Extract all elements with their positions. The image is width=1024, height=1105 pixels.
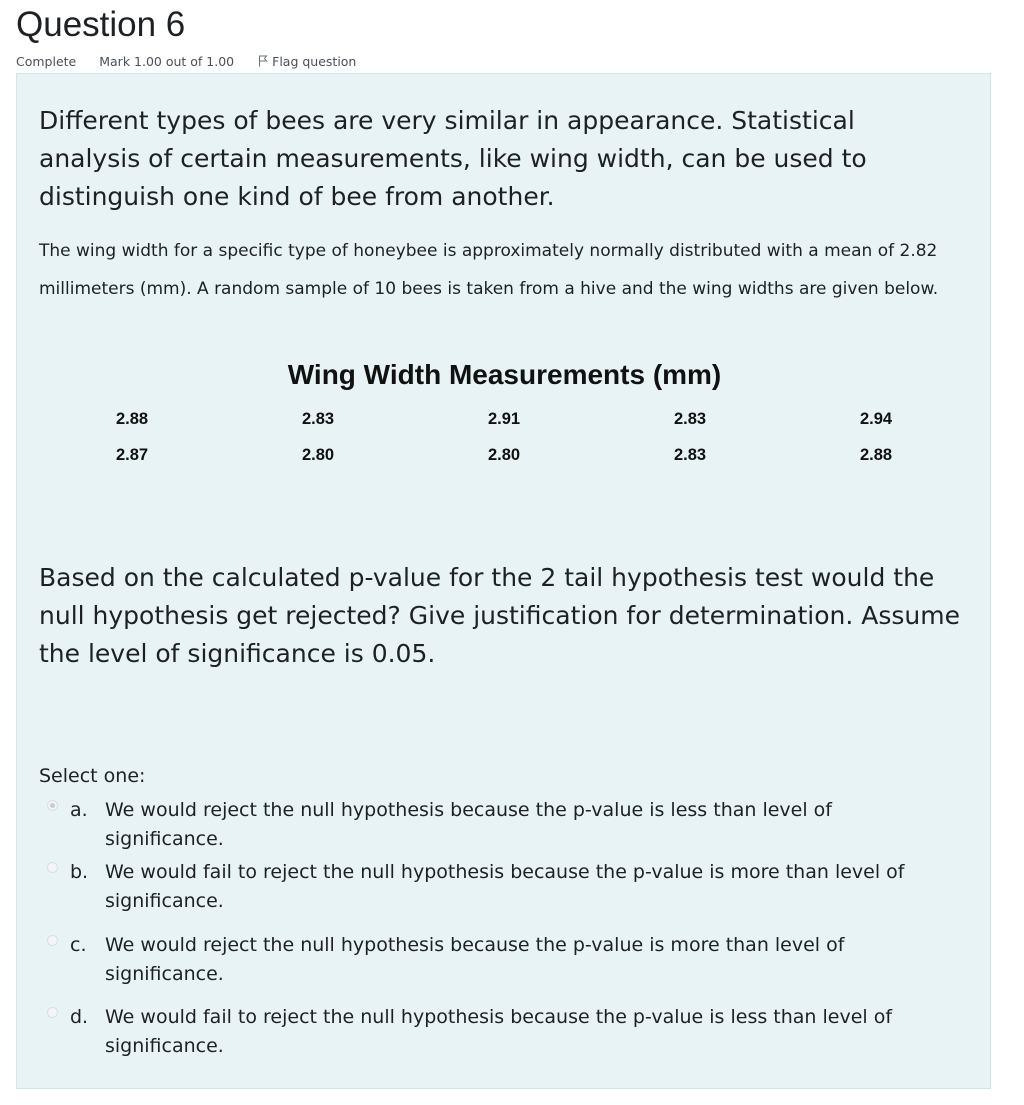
flag-icon xyxy=(258,55,268,67)
flag-question-label: Flag question xyxy=(272,54,357,69)
question-content xyxy=(16,73,991,1089)
question-info xyxy=(16,53,356,71)
question-intro: Different types of bees are very similar in appearance. Statistical analysis of certain measurements, like wing width, can be used to distinguish one kind of bee from another. xyxy=(39,106,867,211)
measurement-cell: 2.91 xyxy=(487,410,521,428)
select-one-prompt: Select one: xyxy=(39,765,146,787)
measurements-table-title: Wing Width Measurements (mm) xyxy=(287,359,722,390)
measurement-cell: 2.94 xyxy=(859,410,893,428)
answer-letter: c. xyxy=(70,934,87,956)
answer-text: We would fail to reject the null hypothesis because the p-value is less than level of significance. xyxy=(105,1006,893,1057)
answer-radio-c[interactable] xyxy=(47,935,58,946)
answer-letter: d. xyxy=(70,1006,89,1028)
answer-letter: b. xyxy=(70,861,89,883)
answer-letter: a. xyxy=(70,799,88,821)
measurement-cell: 2.83 xyxy=(673,410,707,428)
question-state: Complete xyxy=(16,54,77,69)
measurement-cell: 2.88 xyxy=(859,446,893,464)
measurement-cell: 2.87 xyxy=(115,446,149,464)
question-detail: The wing width for a specific type of honeybee is approximately normally distributed with a mean of 2.82 millimeters (mm). A random sample of 10 bees is taken from a hive and the wing widths are given below. xyxy=(39,241,939,299)
flag-question-link[interactable] xyxy=(258,53,356,71)
measurement-cell: 2.88 xyxy=(115,410,149,428)
question-title: Question 6 xyxy=(16,5,186,44)
measurement-cell: 2.80 xyxy=(487,446,521,464)
measurement-cell: 2.83 xyxy=(673,446,707,464)
answer-radio-a[interactable] xyxy=(47,800,58,811)
measurement-cell: 2.83 xyxy=(301,410,335,428)
answer-text: We would reject the null hypothesis because the p-value is more than level of significance. xyxy=(105,934,845,985)
answer-text: We would fail to reject the null hypothesis because the p-value is more than level of significance. xyxy=(105,861,905,912)
answer-radio-b[interactable] xyxy=(47,862,58,873)
question-text: Based on the calculated p-value for the 2 tail hypothesis test would the null hypothesis get rejected? Give justification for determination. Assume the level of significance is 0.05. xyxy=(39,563,960,668)
question-grade: Mark 1.00 out of 1.00 xyxy=(99,54,235,69)
answer-radio-d[interactable] xyxy=(47,1007,58,1018)
measurements-row xyxy=(37,442,970,468)
measurements-row xyxy=(37,406,970,432)
measurement-cell: 2.80 xyxy=(301,446,335,464)
answer-text: We would reject the null hypothesis because the p-value is less than level of significance. xyxy=(105,799,832,850)
